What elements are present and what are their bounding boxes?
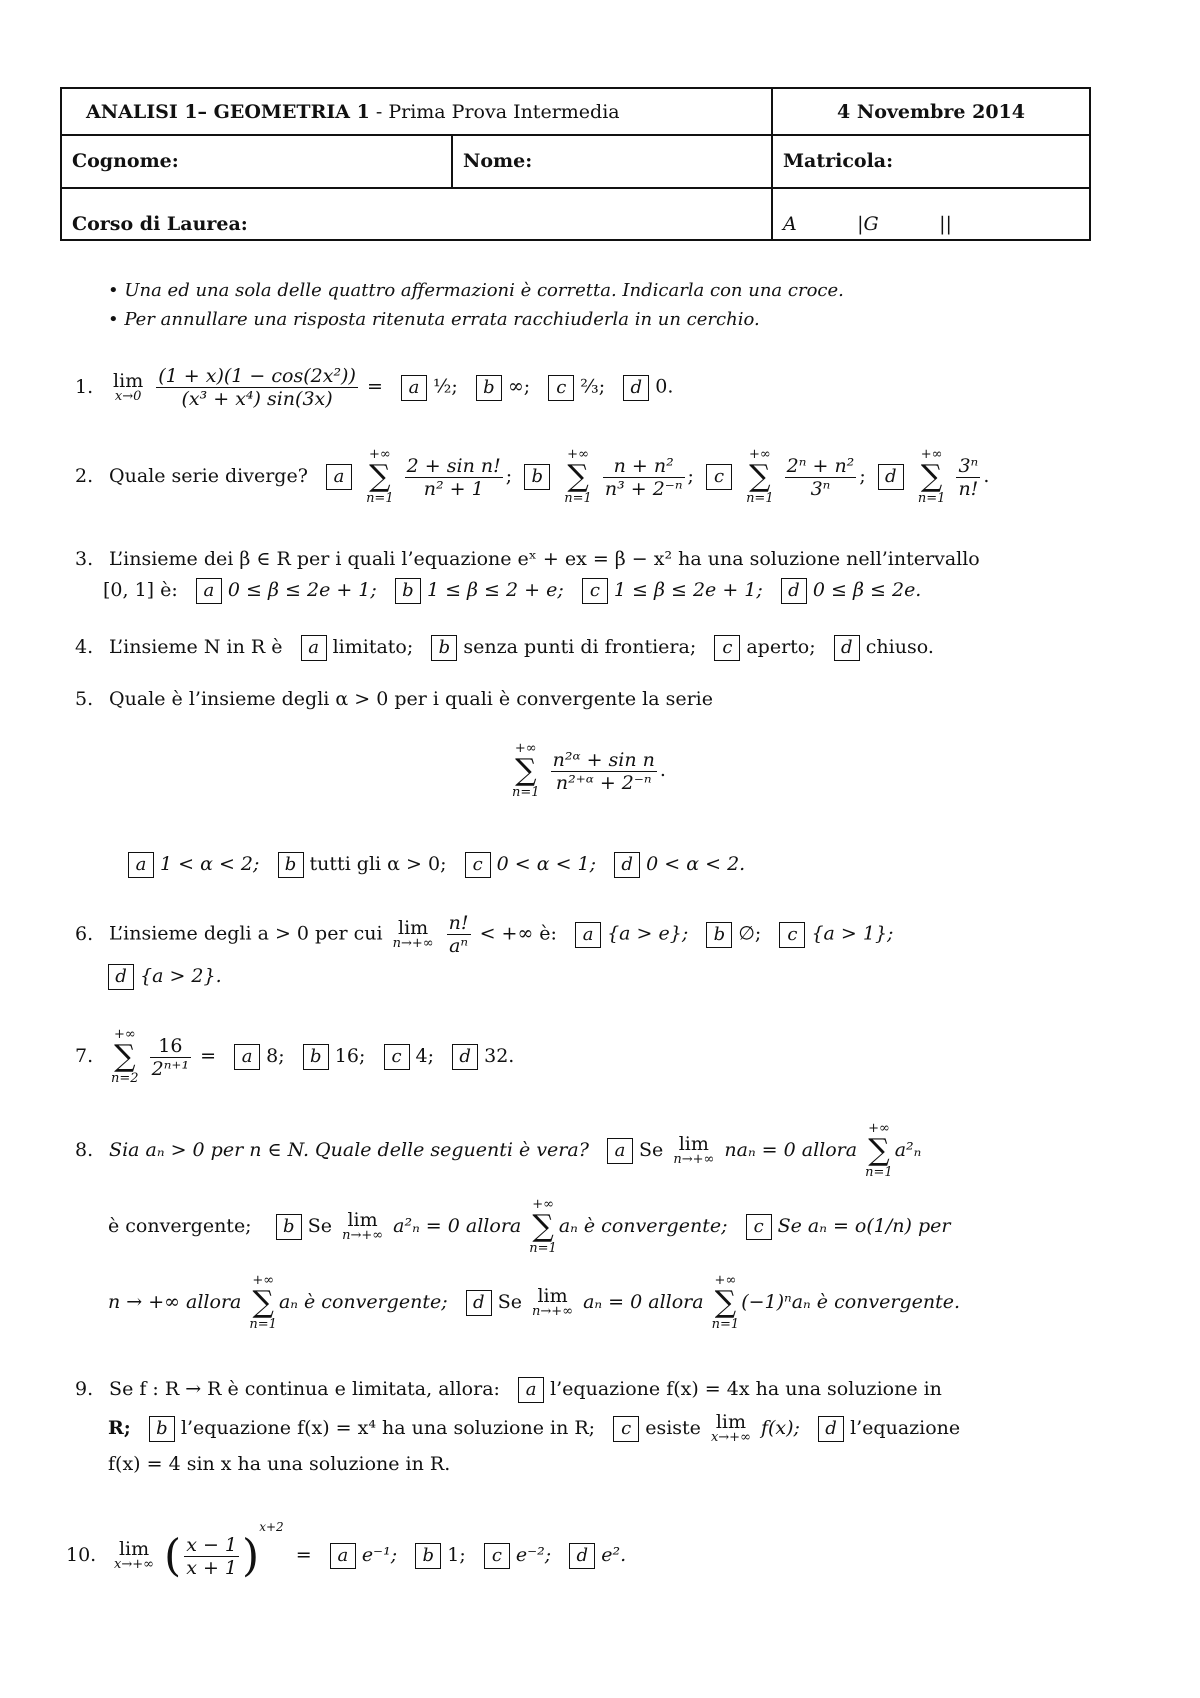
choice-a-text-end: è convergente; xyxy=(108,1215,252,1237)
choice-b-box[interactable]: b xyxy=(395,578,421,604)
choice-d-text: chiuso. xyxy=(865,636,934,658)
question-6 xyxy=(75,912,893,957)
choice-d-text: l’equazione xyxy=(850,1417,961,1439)
choice-b-box[interactable]: b xyxy=(276,1214,302,1240)
choice-d-box[interactable]: d xyxy=(108,964,134,990)
header-row-2 xyxy=(62,134,1089,189)
question-number: 2. xyxy=(75,465,94,487)
choice-a-text: l’equazione f(x) = 4x ha una soluzione in xyxy=(550,1378,942,1400)
course-cell xyxy=(62,89,773,134)
equals-sign: = xyxy=(366,375,383,398)
question-9 xyxy=(75,1377,942,1403)
choice-b-box[interactable]: b xyxy=(476,375,502,401)
choice-a-box[interactable]: a xyxy=(301,635,327,661)
sum-symbol: +∞ ∑ n=1 xyxy=(865,1121,893,1180)
question-text: L’insieme degli a > 0 per cui xyxy=(109,922,383,945)
choice-d-box[interactable]: d xyxy=(569,1543,595,1569)
sum-symbol: +∞ ∑ n=1 xyxy=(512,741,540,800)
question-text: Quale è l’insieme degli α > 0 per i quali è convergente la serie xyxy=(109,688,713,710)
choice-a-text: e⁻¹; xyxy=(361,1544,398,1566)
sum-symbol: +∞ ∑ n=1 xyxy=(529,1197,557,1256)
choice-c-text-end: aₙ è convergente; xyxy=(278,1291,448,1313)
header-table xyxy=(60,87,1091,241)
choice-a-text: 0 ≤ β ≤ 2e + 1; xyxy=(227,579,377,601)
choice-a-box[interactable]: a xyxy=(607,1138,633,1164)
question-3 xyxy=(75,548,980,570)
id-label: Matricola: xyxy=(783,149,894,172)
choice-a-box[interactable]: a xyxy=(326,464,352,490)
choice-b-text-end: aₙ è convergente; xyxy=(558,1215,728,1237)
limit-operator: lim n→+∞ xyxy=(342,1209,384,1243)
sum-symbol: +∞ ∑ n=1 xyxy=(746,447,774,506)
choice-c-box[interactable]: c xyxy=(714,635,740,661)
choice-c-text: aperto; xyxy=(746,636,816,658)
header-row-3 xyxy=(62,187,1089,241)
fraction: $\frac{\text{(1 + x)(1 − cos(2x²))}}{\text{(x³ + x⁴) sin(3x)}}$ xyxy=(158,365,356,410)
choice-a-text: Se xyxy=(639,1139,664,1161)
choice-c-box[interactable]: c xyxy=(582,578,608,604)
choice-a-box[interactable]: a xyxy=(234,1044,260,1070)
question-text-cont: [0, 1] è: xyxy=(103,579,178,601)
question-text: L’insieme N in R è xyxy=(109,636,283,658)
choice-c-text: 4; xyxy=(415,1045,434,1067)
choice-a-text: limitato; xyxy=(332,636,414,658)
choice-b-text: ∅; xyxy=(738,922,762,945)
exam-date: 4 Novembre 2014 xyxy=(837,100,1025,123)
sum-symbol: +∞ ∑ n=2 xyxy=(111,1027,139,1086)
limit-operator: lim x→0 xyxy=(113,369,144,404)
choice-d-box[interactable]: d xyxy=(834,635,860,661)
limit-operator: lim x→+∞ xyxy=(710,1411,751,1445)
choice-d-text: {a > 2}. xyxy=(140,965,222,987)
equals-sign: = xyxy=(200,1045,217,1067)
choice-c-text-end: f(x); xyxy=(760,1417,800,1439)
question-8-line-3 xyxy=(108,1274,960,1332)
question-4 xyxy=(75,635,934,661)
question-text: L’insieme dei β ∈ R per i quali l’equazione eˣ + ex = β − x² ha una soluzione nell’intervallo xyxy=(109,548,980,570)
question-5-options xyxy=(128,852,745,878)
choice-d-text: 0. xyxy=(655,375,674,398)
choice-c-text-cont: n → +∞ allora xyxy=(108,1291,242,1313)
fraction: $\frac{x - 1}{x + 1}$ xyxy=(186,1533,238,1579)
choice-a-box[interactable]: a xyxy=(330,1543,356,1569)
choice-d-text-end: (−1)ⁿaₙ è convergente. xyxy=(741,1291,961,1313)
choice-c-text: 0 < α < 1; xyxy=(496,853,597,875)
choice-b-box[interactable]: b xyxy=(415,1543,441,1569)
choice-b-text: 16; xyxy=(334,1045,366,1067)
question-number: 8. xyxy=(75,1139,94,1161)
choice-c-text: esiste xyxy=(645,1417,701,1439)
question-7 xyxy=(75,1028,514,1086)
question-9-line-3 xyxy=(108,1453,450,1475)
choice-b-text-cont: a²ₙ = 0 allora xyxy=(393,1215,522,1237)
question-6-cont xyxy=(108,964,222,990)
question-number: 4. xyxy=(75,636,94,658)
degree-label: Corso di Laurea: xyxy=(62,187,773,241)
choice-c-box[interactable]: c xyxy=(465,852,491,878)
fraction: $\frac{16}{\text{2ⁿ⁺¹}}$ xyxy=(151,1034,190,1080)
choice-d-text: 0 ≤ β ≤ 2e. xyxy=(812,579,922,601)
fraction: $\frac{\text{3ⁿ}}{n!}$ xyxy=(958,454,979,500)
choice-c-box[interactable]: c xyxy=(746,1214,772,1240)
question-number: 10. xyxy=(66,1544,97,1566)
choice-b-box[interactable]: b xyxy=(431,635,457,661)
question-3-options xyxy=(103,578,921,604)
choice-c-text: 1 ≤ β ≤ 2e + 1; xyxy=(613,579,763,601)
fraction: $\frac{\text{2ⁿ + n²}}{\text{3ⁿ}}$ xyxy=(786,454,855,500)
choice-d-text: e². xyxy=(601,1544,627,1566)
limit-operator: lim n→+∞ xyxy=(673,1133,715,1167)
choice-c-box[interactable]: c xyxy=(548,375,574,401)
limit-operator: lim x→+∞ xyxy=(114,1538,154,1572)
fraction: $\frac{\text{2 + sin n!}}{\text{n² + 1}}$ xyxy=(406,454,501,500)
choice-a-text-cont: naₙ = 0 allora xyxy=(724,1139,858,1161)
fraction: $\frac{n!}{\text{aⁿ}}$ xyxy=(448,912,469,957)
question-number: 6. xyxy=(75,922,94,945)
choice-b-text: l’equazione f(x) = x⁴ ha una soluzione in R; xyxy=(180,1417,596,1439)
choice-c-text: Se aₙ = o(1/n) per xyxy=(777,1215,951,1237)
fraction: $\frac{\text{n + n²}}{\text{n³ + 2⁻ⁿ}}$ xyxy=(604,454,683,500)
course-title: ANALISI 1– GEOMETRIA 1 xyxy=(86,100,370,123)
question-number: 3. xyxy=(75,548,94,570)
choice-b-text: ∞; xyxy=(507,375,531,398)
degree-groups: A |G || xyxy=(783,213,952,235)
choice-d-box[interactable]: d xyxy=(818,1416,844,1442)
choice-b-box[interactable]: b xyxy=(149,1416,175,1442)
question-number: 9. xyxy=(75,1378,94,1400)
question-8-line-2 xyxy=(108,1198,950,1256)
choice-a-box[interactable]: a xyxy=(128,852,154,878)
question-8 xyxy=(75,1122,921,1180)
question-10: 10. lim x→+∞ ( $\frac{x - 1}{x + 1}$ )$^{x+2}$ = a e⁻¹; b 1; c e⁻²; d e². xyxy=(66,1520,627,1582)
sum-symbol: +∞ ∑ n=1 xyxy=(917,447,946,506)
choice-d-text: 32. xyxy=(484,1045,515,1067)
question-number: 5. xyxy=(75,688,94,710)
choice-a-term: a²ₙ xyxy=(894,1139,922,1161)
choice-b-text: 1; xyxy=(447,1544,466,1566)
question-text: Se f : R → R è continua e limitata, allora: xyxy=(109,1378,500,1400)
question-2: 2. Quale serie diverge? a +∞ ∑ n=1 $\frac{\text{2 + sin n!}}{\text{n² + 1}}$ ; b +∞ ∑ n=1 $\frac{\text{n + n²}}{\text{n³ + 2⁻ⁿ}}$ ; c +∞ ∑ n=1 $\frac{\text{2ⁿ + n²}}{\text{3ⁿ}}$ ; d +∞ ∑ n=1 $\frac{\text{3ⁿ}}{n!}$ . xyxy=(75,447,990,506)
choice-a-text: 1 < α < 2; xyxy=(160,853,260,875)
choice-a-text-end: R; xyxy=(108,1417,131,1439)
exam-title: - Prima Prova Intermedia xyxy=(375,100,620,123)
choice-b-box[interactable]: b xyxy=(278,852,304,878)
choice-d-box[interactable]: d xyxy=(781,578,807,604)
choice-c-box[interactable]: c xyxy=(706,464,732,490)
sum-symbol: +∞ ∑ n=1 xyxy=(366,447,394,506)
choice-c-box[interactable]: c xyxy=(484,1543,510,1569)
question-5-series: +∞ ∑ n=1 $\frac{\text{n²ᵅ + sin n}}{\text{n²⁺ᵅ + 2⁻ⁿ}}$ . xyxy=(512,741,666,800)
equals-sign: = xyxy=(295,1544,312,1566)
question-number: 1. xyxy=(75,375,94,398)
question-text: Quale serie diverge? xyxy=(109,465,308,487)
question-9-line-2 xyxy=(108,1413,960,1445)
instruction-1: • Una ed una sola delle quattro affermazioni è corretta. Indicarla con una croce. xyxy=(108,280,844,301)
choice-c-text: e⁻²; xyxy=(515,1544,552,1566)
choice-a-box[interactable]: a xyxy=(401,375,427,401)
choice-b-text: tutti gli α > 0; xyxy=(309,853,447,875)
choice-b-box[interactable]: b xyxy=(303,1044,329,1070)
choice-b-box[interactable]: b xyxy=(524,464,550,490)
question-5 xyxy=(75,688,713,710)
choice-c-text: {a > 1}; xyxy=(811,922,894,945)
question-text: Sia aₙ > 0 per n ∈ N. Quale delle seguenti è vera? xyxy=(109,1139,589,1161)
choice-d-text-cont: aₙ = 0 allora xyxy=(583,1291,704,1313)
choice-d-text: Se xyxy=(497,1291,522,1313)
choice-a-text: ½; xyxy=(432,375,458,398)
choice-c-text: ⅔; xyxy=(580,375,606,398)
choice-c-box[interactable]: c xyxy=(779,922,805,948)
choice-a-box[interactable]: a xyxy=(518,1377,544,1403)
choice-b-text: Se xyxy=(307,1215,333,1237)
choice-b-text: 1 ≤ β ≤ 2 + e; xyxy=(426,579,564,601)
sum-symbol: +∞ ∑ n=1 xyxy=(564,447,592,506)
choice-b-text: senza punti di frontiera; xyxy=(463,636,697,658)
choice-d-box[interactable]: d xyxy=(623,375,649,401)
question-number: 7. xyxy=(75,1045,94,1067)
sum-symbol: +∞ ∑ n=1 xyxy=(711,1273,740,1332)
choice-a-box[interactable]: a xyxy=(196,578,222,604)
question-1 xyxy=(75,365,673,410)
choice-d-box[interactable]: d xyxy=(614,852,640,878)
name-label: Nome: xyxy=(453,134,773,187)
choice-d-box[interactable]: d xyxy=(466,1290,492,1316)
choice-d-box[interactable]: d xyxy=(452,1044,478,1070)
instruction-2: • Per annullare una risposta ritenuta errata racchiuderla in un cerchio. xyxy=(108,309,760,330)
question-text-cont: < +∞ è: xyxy=(479,922,557,945)
choice-b-box[interactable]: b xyxy=(706,922,732,948)
choice-c-box[interactable]: c xyxy=(613,1416,639,1442)
header-row-1 xyxy=(62,89,1089,136)
choice-a-text: 8; xyxy=(266,1045,285,1067)
choice-a-box[interactable]: a xyxy=(575,922,601,948)
limit-operator: lim n→+∞ xyxy=(532,1285,574,1319)
surname-label: Cognome: xyxy=(62,134,453,187)
limit-operator: lim n→+∞ xyxy=(392,916,434,951)
choice-d-text: 0 < α < 2. xyxy=(646,853,746,875)
exponent: x+2 xyxy=(259,1520,284,1534)
choice-a-text: {a > e}; xyxy=(607,922,689,945)
choice-d-text-end: f(x) = 4 sin x ha una soluzione in R. xyxy=(108,1453,451,1475)
fraction: $\frac{\text{n²ᵅ + sin n}}{\text{n²⁺ᵅ + 2⁻ⁿ}}$ xyxy=(552,748,655,794)
choice-d-box[interactable]: d xyxy=(878,464,904,490)
choice-c-box[interactable]: c xyxy=(384,1044,410,1070)
sum-symbol: +∞ ∑ n=1 xyxy=(249,1273,277,1332)
